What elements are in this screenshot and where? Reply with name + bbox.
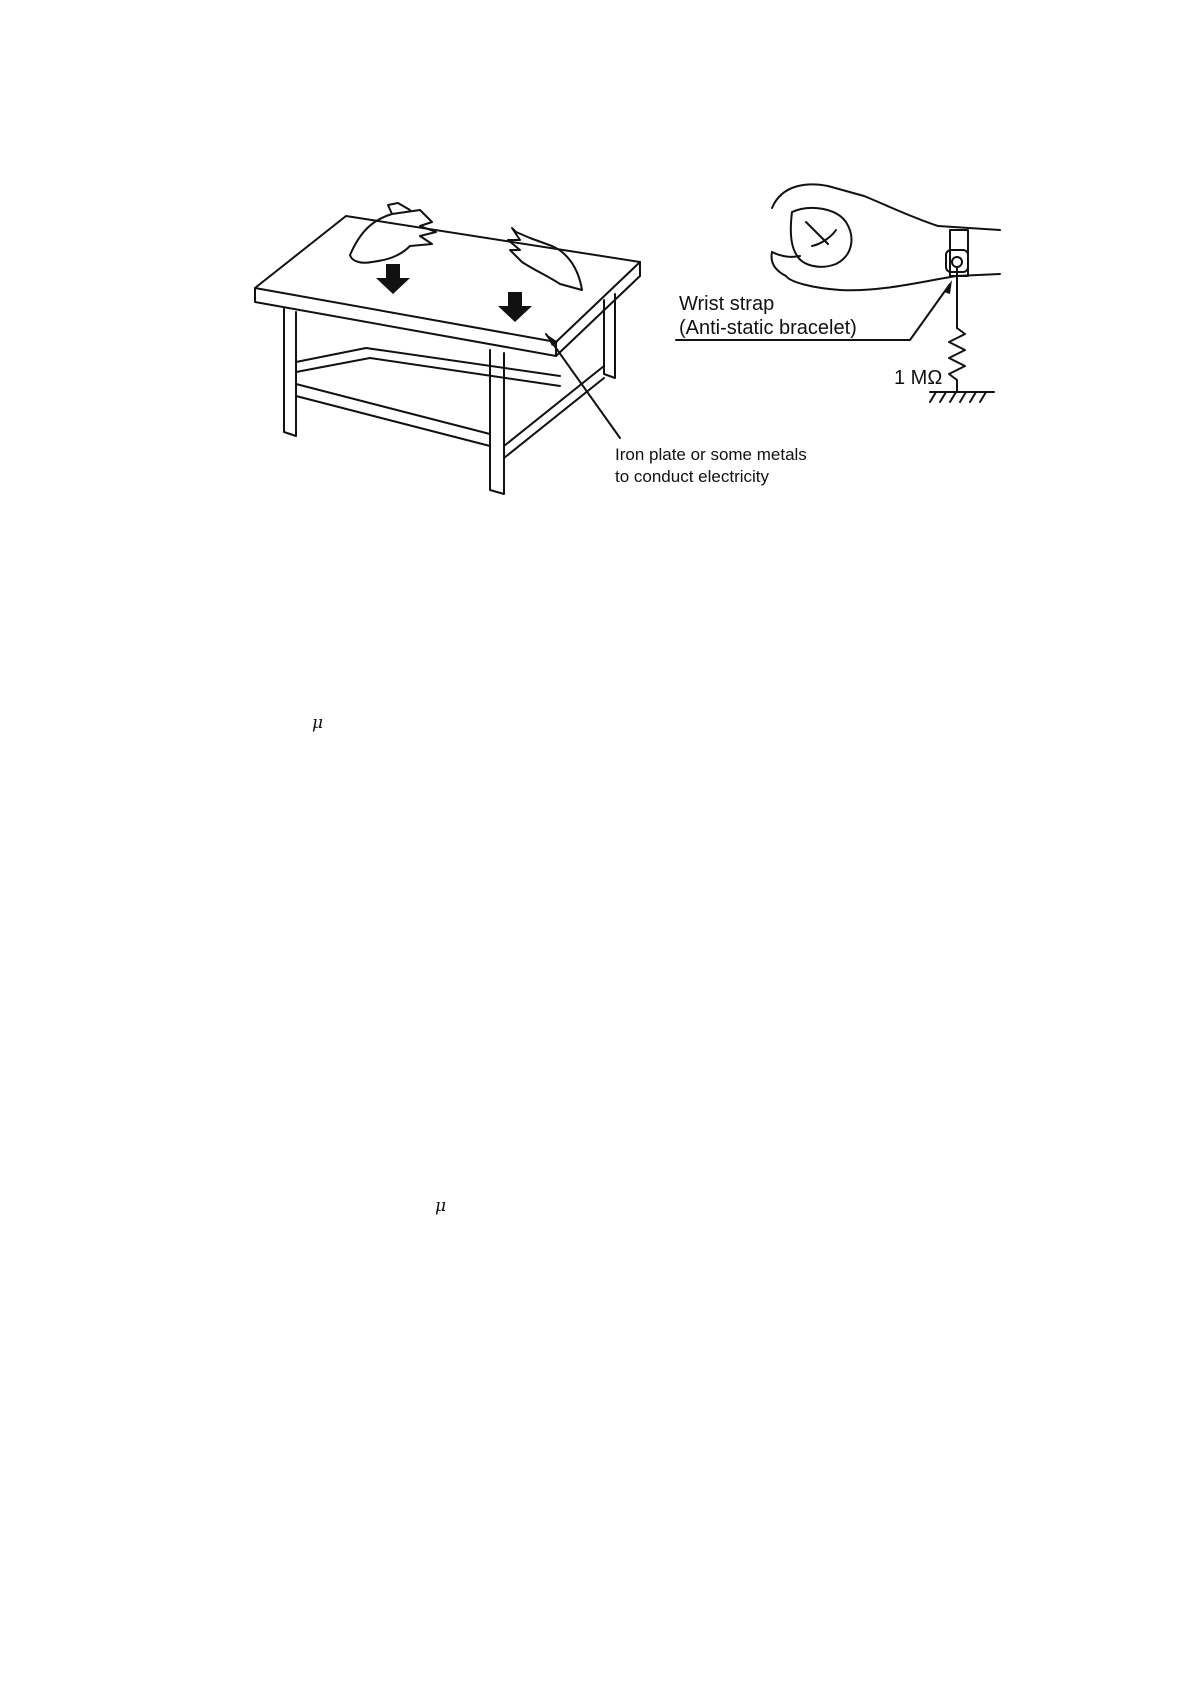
wrist-leader-arrowhead-icon [944, 280, 952, 294]
press-down-arrow-icon [498, 292, 532, 322]
workbench-caption [615, 444, 807, 488]
esd-precaution-figure [0, 0, 1190, 520]
micro-symbol: μ [312, 713, 324, 733]
workbench-caption-line-1: Iron plate or some metals [615, 445, 807, 464]
resistor-label: 1 MΩ [894, 367, 943, 389]
wrist-strap-caption-line-2: (Anti-static bracelet) [679, 317, 857, 339]
wrist-strap-caption [679, 292, 857, 340]
press-down-arrow-icon [376, 264, 410, 294]
micro-symbol: μ [435, 1196, 447, 1216]
workbench-caption-line-2: to conduct electricity [615, 467, 770, 486]
workbench-illustration [255, 216, 640, 494]
wrist-hand-illustration [772, 184, 1000, 290]
wrist-strap-caption-line-1: Wrist strap [679, 293, 775, 315]
